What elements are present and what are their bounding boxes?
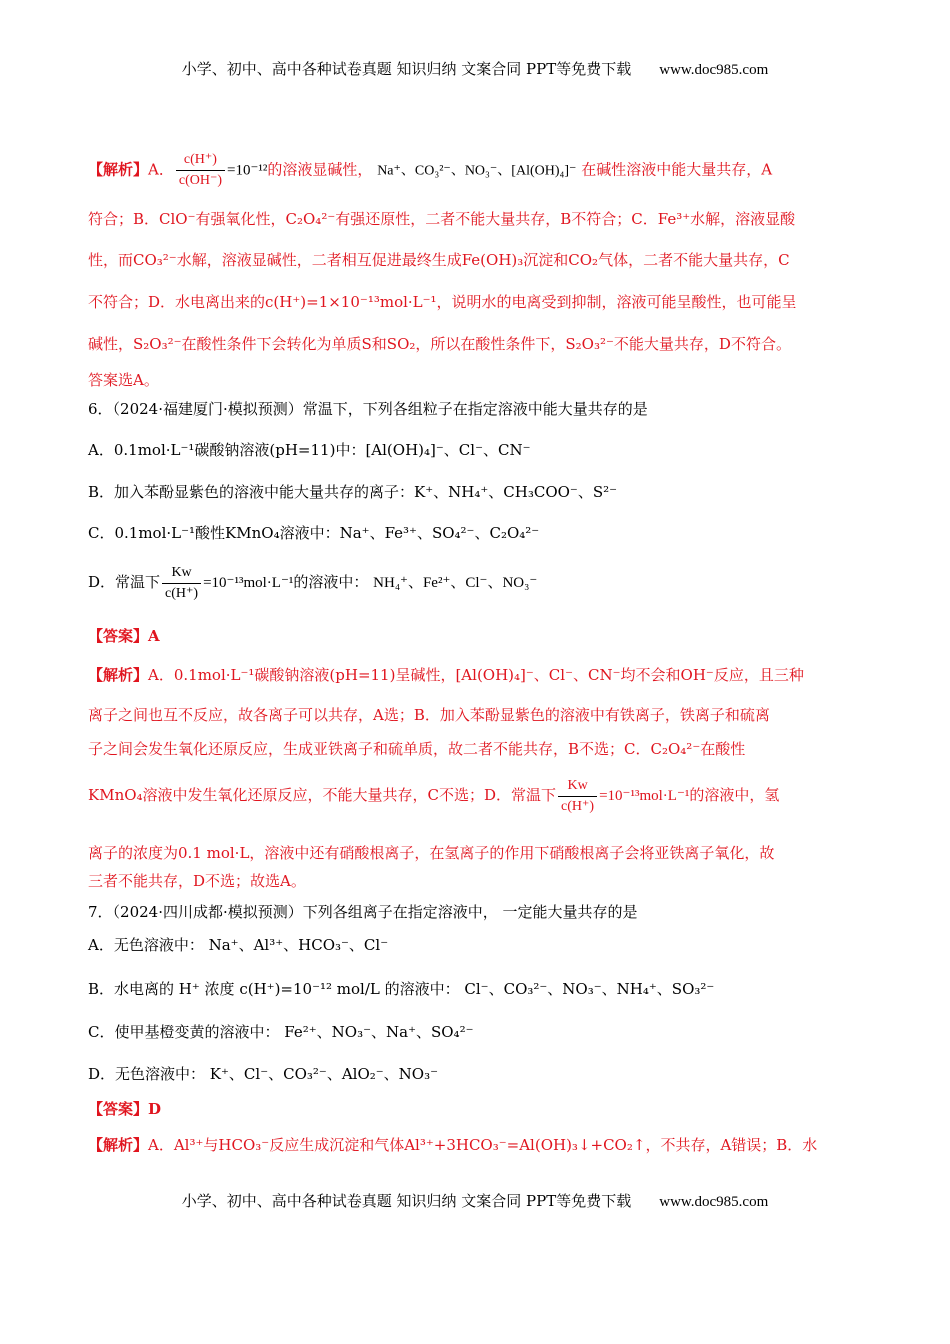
q7-stem: 7．（2024·四川成都·模拟预测）下列各组离子在指定溶液中， 一定能大量共存的是 (88, 903, 638, 921)
q6-option-d: D．常温下 $\frac{Kw}{c(H^+)}$ =10⁻¹³mol·L⁻¹的溶液中： NH₄⁺、Fe²⁺、Cl⁻、NO₃⁻ (88, 560, 868, 605)
q6-analysis-line-1: 【解析】A．0.1mol·L⁻¹碳酸钠溶液(pH=11)呈碱性，[Al(OH)₄]⁻、Cl⁻、CN⁻均不会和OH⁻反应，且三种 (88, 666, 804, 684)
q7-option-b: B．水电离的 H⁺ 浓度 c(H⁺)=10⁻¹² mol/L 的溶液中： Cl⁻、CO₃²⁻、NO₃⁻、NH₄⁺、SO₃²⁻ (88, 980, 715, 998)
answer-label: 【答案】 (88, 627, 149, 645)
answer-label: 【答案】 (88, 1100, 149, 1118)
q5-analysis-line-5: 碱性，S₂O₃²⁻在酸性条件下会转化为单质S和SO₂，所以在酸性条件下，S₂O₃²⁻不能大量共存，D不符合。 (88, 335, 791, 353)
q7-option-d: D．无色溶液中： K⁺、Cl⁻、CO₃²⁻、AlO₂⁻、NO₃⁻ (88, 1065, 439, 1083)
q6-analysis-line-6: 三者不能共存，D不选；故选A。 (88, 872, 306, 890)
q7-option-a: A．无色溶液中： Na⁺、Al³⁺、HCO₃⁻、Cl⁻ (88, 936, 389, 954)
q6-answer: 【答案】A (88, 627, 160, 645)
header-site[interactable]: www.doc985.com (659, 62, 769, 78)
q6-analysis-line-3: 子之间会发生氧化还原反应，生成亚铁离子和硫单质，故二者不能共存，B不选；C．C₂O₄²⁻在酸性 (88, 740, 746, 758)
q6-stem: 6．（2024·福建厦门·模拟预测）常温下，下列各组粒子在指定溶液中能大量共存的是 (88, 400, 648, 418)
q6-option-c: C．0.1mol·L⁻¹酸性KMnO₄溶液中：Na⁺、Fe³⁺、SO₄²⁻、C₂O₄²⁻ (88, 524, 540, 542)
analysis-label: 【解析】 (88, 160, 149, 179)
q6-analysis-line-2: 离子之间也互不反应，故各离子可以共存，A选；B．加入苯酚显紫色的溶液中有铁离子，铁离子和硫离 (88, 706, 770, 724)
page-header (0, 58, 950, 79)
q7-option-c: C．使甲基橙变黄的溶液中： Fe²⁺、NO₃⁻、Na⁺、SO₄²⁻ (88, 1023, 474, 1041)
page-footer (0, 1190, 950, 1211)
fraction: $\frac{Kw}{c(H^+)}$ (162, 563, 201, 604)
q5-analysis-line-2: 符合；B．ClO⁻有强氧化性，C₂O₄²⁻有强还原性，二者不能大量共存，B不符合；C．Fe³⁺水解，溶液显酸 (88, 210, 796, 228)
q5-analysis-line-6: 答案选A。 (88, 371, 159, 389)
q7-answer: 【答案】D (88, 1100, 162, 1118)
q5-analysis-line-1: 【解析】A． $\frac{c(H^+)}{c(OH^-)}$ =10⁻¹²的溶液显碱性， Na⁺、CO₃²⁻、NO₃⁻、[Al(OH)₄]⁻ 在碱性溶液中能大量共存，A (88, 150, 868, 191)
q6-analysis-line-4: KMnO₄溶液中发生氧化还原反应，不能大量共存，C不选；D．常温下 $\frac{Kw}{c(H^+)}$ =10⁻¹³mol·L⁻¹的溶液中，氢 (88, 773, 868, 818)
fraction: $\frac{Kw}{c(H^+)}$ (558, 776, 597, 817)
footer-text: 小学、初中、高中各种试卷真题 知识归纳 文案合同 PPT等免费下载 (181, 1192, 632, 1210)
q6-option-b: B．加入苯酚显紫色的溶液中能大量共存的离子：K⁺、NH₄⁺、CH₃COO⁻、S²⁻ (88, 483, 618, 501)
q6-analysis-line-5: 离子的浓度为0.1 mol·L，溶液中还有硝酸根离子，在氢离子的作用下硝酸根离子会将亚铁离子氧化，故 (88, 844, 775, 862)
header-text: 小学、初中、高中各种试卷真题 知识归纳 文案合同 PPT等免费下载 (181, 60, 632, 78)
q5-analysis-line-3: 性，而CO₃²⁻水解，溶液显碱性，二者相互促进最终生成Fe(OH)₃沉淀和CO₂气体，二者不能大量共存，C (88, 251, 790, 269)
footer-site[interactable]: www.doc985.com (659, 1194, 769, 1210)
q5-analysis-line-4: 不符合；D．水电离出来的c(H⁺)=1×10⁻¹³mol·L⁻¹，说明水的电离受到抑制，溶液可能呈酸性，也可能呈 (88, 293, 797, 311)
q6-option-a: A．0.1mol·L⁻¹碳酸钠溶液(pH=11)中：[Al(OH)₄]⁻、Cl⁻、CN⁻ (88, 441, 531, 459)
q7-analysis-line-1: 【解析】A．Al³⁺与HCO₃⁻反应生成沉淀和气体Al³⁺+3HCO₃⁻=Al(OH)₃↓+CO₂↑，不共存，A错误；B．水 (88, 1136, 818, 1154)
fraction: $\frac{c(H^+)}{c(OH^-)}$ (176, 150, 225, 191)
